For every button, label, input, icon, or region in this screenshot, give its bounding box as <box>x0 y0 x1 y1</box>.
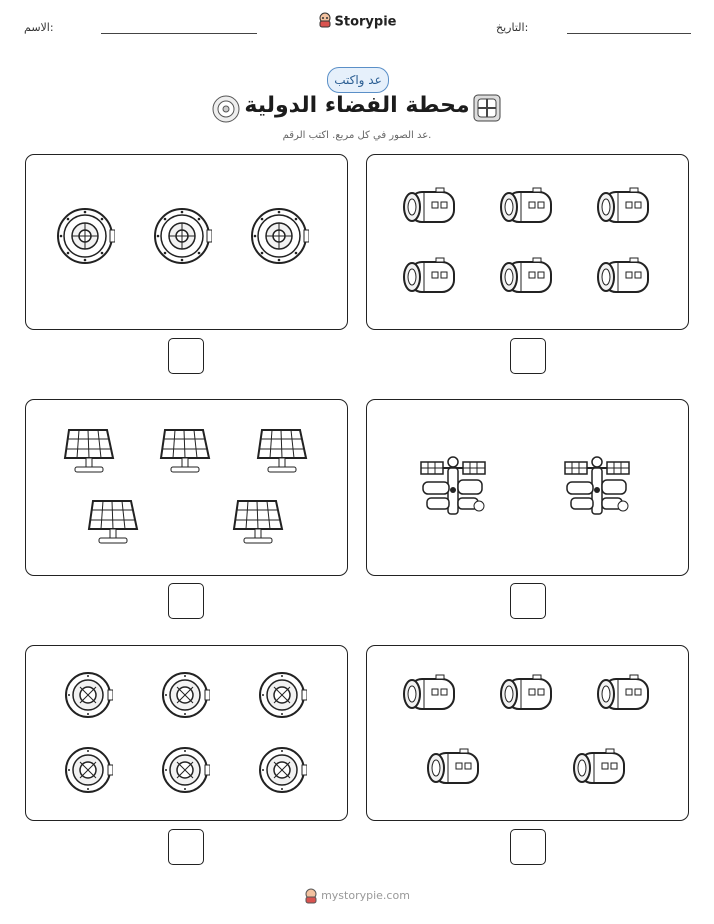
window-icon <box>472 93 502 123</box>
footer-url: mystorypie.com <box>321 889 410 902</box>
brand-name: Storypie <box>334 14 397 30</box>
solar-panel-icon <box>159 426 213 476</box>
hatch-icon <box>257 745 307 795</box>
space-module-icon <box>426 748 482 788</box>
space-module-icon <box>402 674 458 714</box>
panel-top-right <box>366 154 689 330</box>
date-line[interactable] <box>567 33 691 34</box>
page-title: محطة الفضاء الدولية <box>244 93 470 118</box>
hatch-icon <box>257 670 307 720</box>
answer-box-middle-left[interactable] <box>168 583 204 619</box>
space-station-icon <box>563 456 633 520</box>
space-module-icon <box>596 187 652 227</box>
space-module-icon <box>402 257 458 297</box>
space-module-icon <box>402 187 458 227</box>
panel-middle-right <box>366 399 689 576</box>
solar-panel-icon <box>256 426 310 476</box>
space-station-icon <box>419 456 489 520</box>
hatch-icon <box>160 745 210 795</box>
brand-logo <box>0 12 714 32</box>
solar-panel-icon <box>63 426 117 476</box>
space-module-icon <box>596 257 652 297</box>
mascot-icon <box>318 12 332 32</box>
space-module-icon <box>572 748 628 788</box>
mascot-icon <box>304 888 318 904</box>
hatch-icon <box>63 745 113 795</box>
answer-box-top-right[interactable] <box>510 338 546 374</box>
footer <box>0 888 714 904</box>
solar-panel-icon <box>232 497 286 547</box>
space-module-icon <box>499 187 555 227</box>
instructions: عد الصور في كل مربع. اكتب الرقم. <box>282 130 432 141</box>
name-label: الاسم: <box>24 21 54 34</box>
porthole-icon <box>249 206 309 266</box>
hatch-icon <box>63 670 113 720</box>
porthole-icon <box>212 95 240 123</box>
space-module-icon <box>499 257 555 297</box>
panel-bottom-right <box>366 645 689 821</box>
solar-panel-icon <box>87 497 141 547</box>
porthole-icon <box>152 206 212 266</box>
space-module-icon <box>499 674 555 714</box>
answer-box-middle-right[interactable] <box>510 583 546 619</box>
answer-box-bottom-left[interactable] <box>168 829 204 865</box>
answer-box-bottom-right[interactable] <box>510 829 546 865</box>
space-module-icon <box>596 674 652 714</box>
activity-badge: عد واكتب <box>327 67 389 93</box>
porthole-icon <box>55 206 115 266</box>
answer-box-top-left[interactable] <box>168 338 204 374</box>
hatch-icon <box>160 670 210 720</box>
date-label: التاريخ: <box>496 21 529 34</box>
name-line[interactable] <box>101 33 257 34</box>
